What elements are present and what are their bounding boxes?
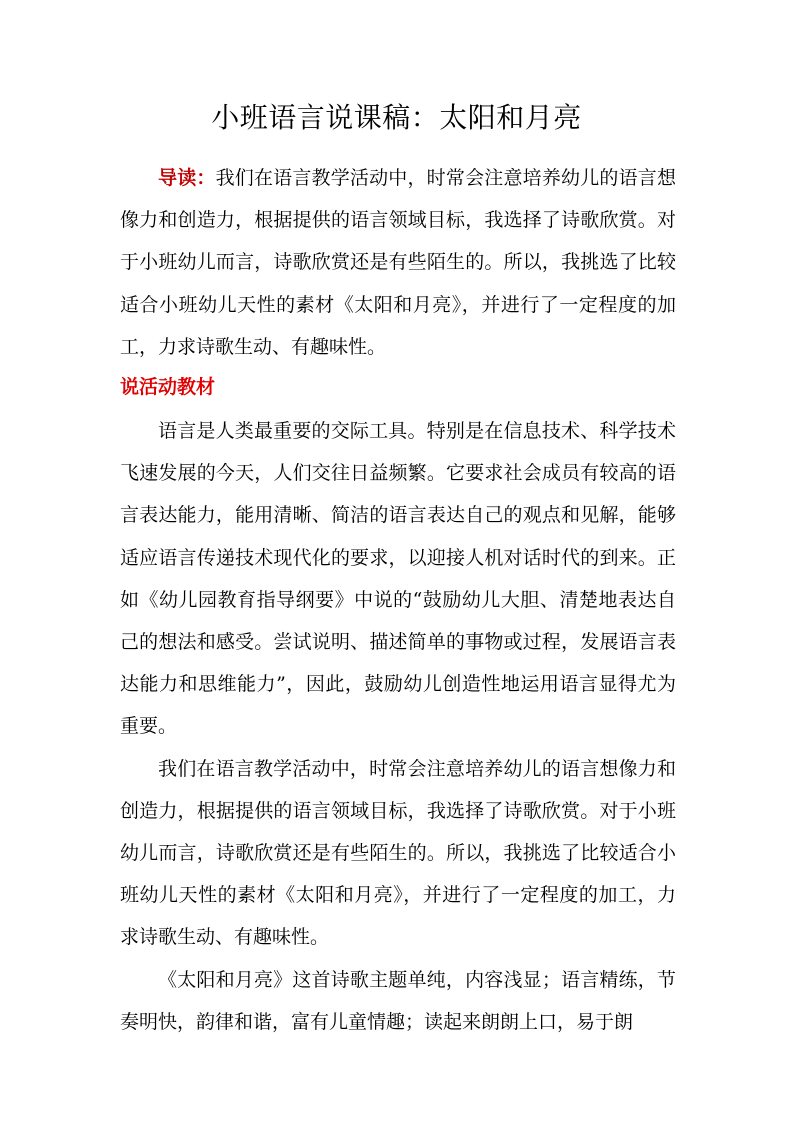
body-paragraph-3: 《太阳和月亮》这首诗歌主题单纯，内容浅显；语言精练，节奏明快，韵律和谐，富有儿童情趣；读起来朗朗上口，易于朗: [120, 968, 676, 1033]
body-paragraph-1: 语言是人类最重要的交际工具。特别是在信息技术、科学技术飞速发展的今天，人们交往日益频繁。它要求社会成员有较高的语言表达能力，能用清晰、简洁的语言表达自己的观点和见解，能够适应语言传递技术现代化的要求，以迎接人机对话时代的到来。正如《幼儿园教育指导纲要》中说的“鼓励幼儿大胆、清楚地表达自己的想法和感受。尝试说明、描述简单的事物或过程，发展语言表达能力和思维能力”，因此，鼓励幼儿创造性地运用语言显得尤为重要。: [120, 420, 676, 738]
intro-block: [120, 157, 676, 368]
document-title: 小班语言说课稿：太阳和月亮: [211, 101, 582, 134]
intro-text: 我们在语言教学活动中，时常会注意培养幼儿的语言想像力和创造力，根据提供的语言领域目标，我选择了诗歌欣赏。对于小班幼儿而言，诗歌欣赏还是有些陌生的。所以，我挑选了比较适合小班幼儿天性的素材《太阳和月亮》，并进行了一定程度的加工，力求诗歌生动、有趣味性。: [120, 167, 676, 358]
main-body: [120, 410, 676, 1043]
intro-paragraph: [120, 157, 676, 368]
intro-lead-label: 导读：: [158, 167, 216, 189]
section-heading: 说活动教材: [120, 376, 216, 398]
body-paragraph-2: 我们在语言教学活动中，时常会注意培养幼儿的语言想像力和创造力，根据提供的语言领域目标，我选择了诗歌欣赏。对于小班幼儿而言，诗歌欣赏还是有些陌生的。所以，我挑选了比较适合小班幼儿天性的素材《太阳和月亮》，并进行了一定程度的加工，力求诗歌生动、有趣味性。: [120, 757, 676, 949]
